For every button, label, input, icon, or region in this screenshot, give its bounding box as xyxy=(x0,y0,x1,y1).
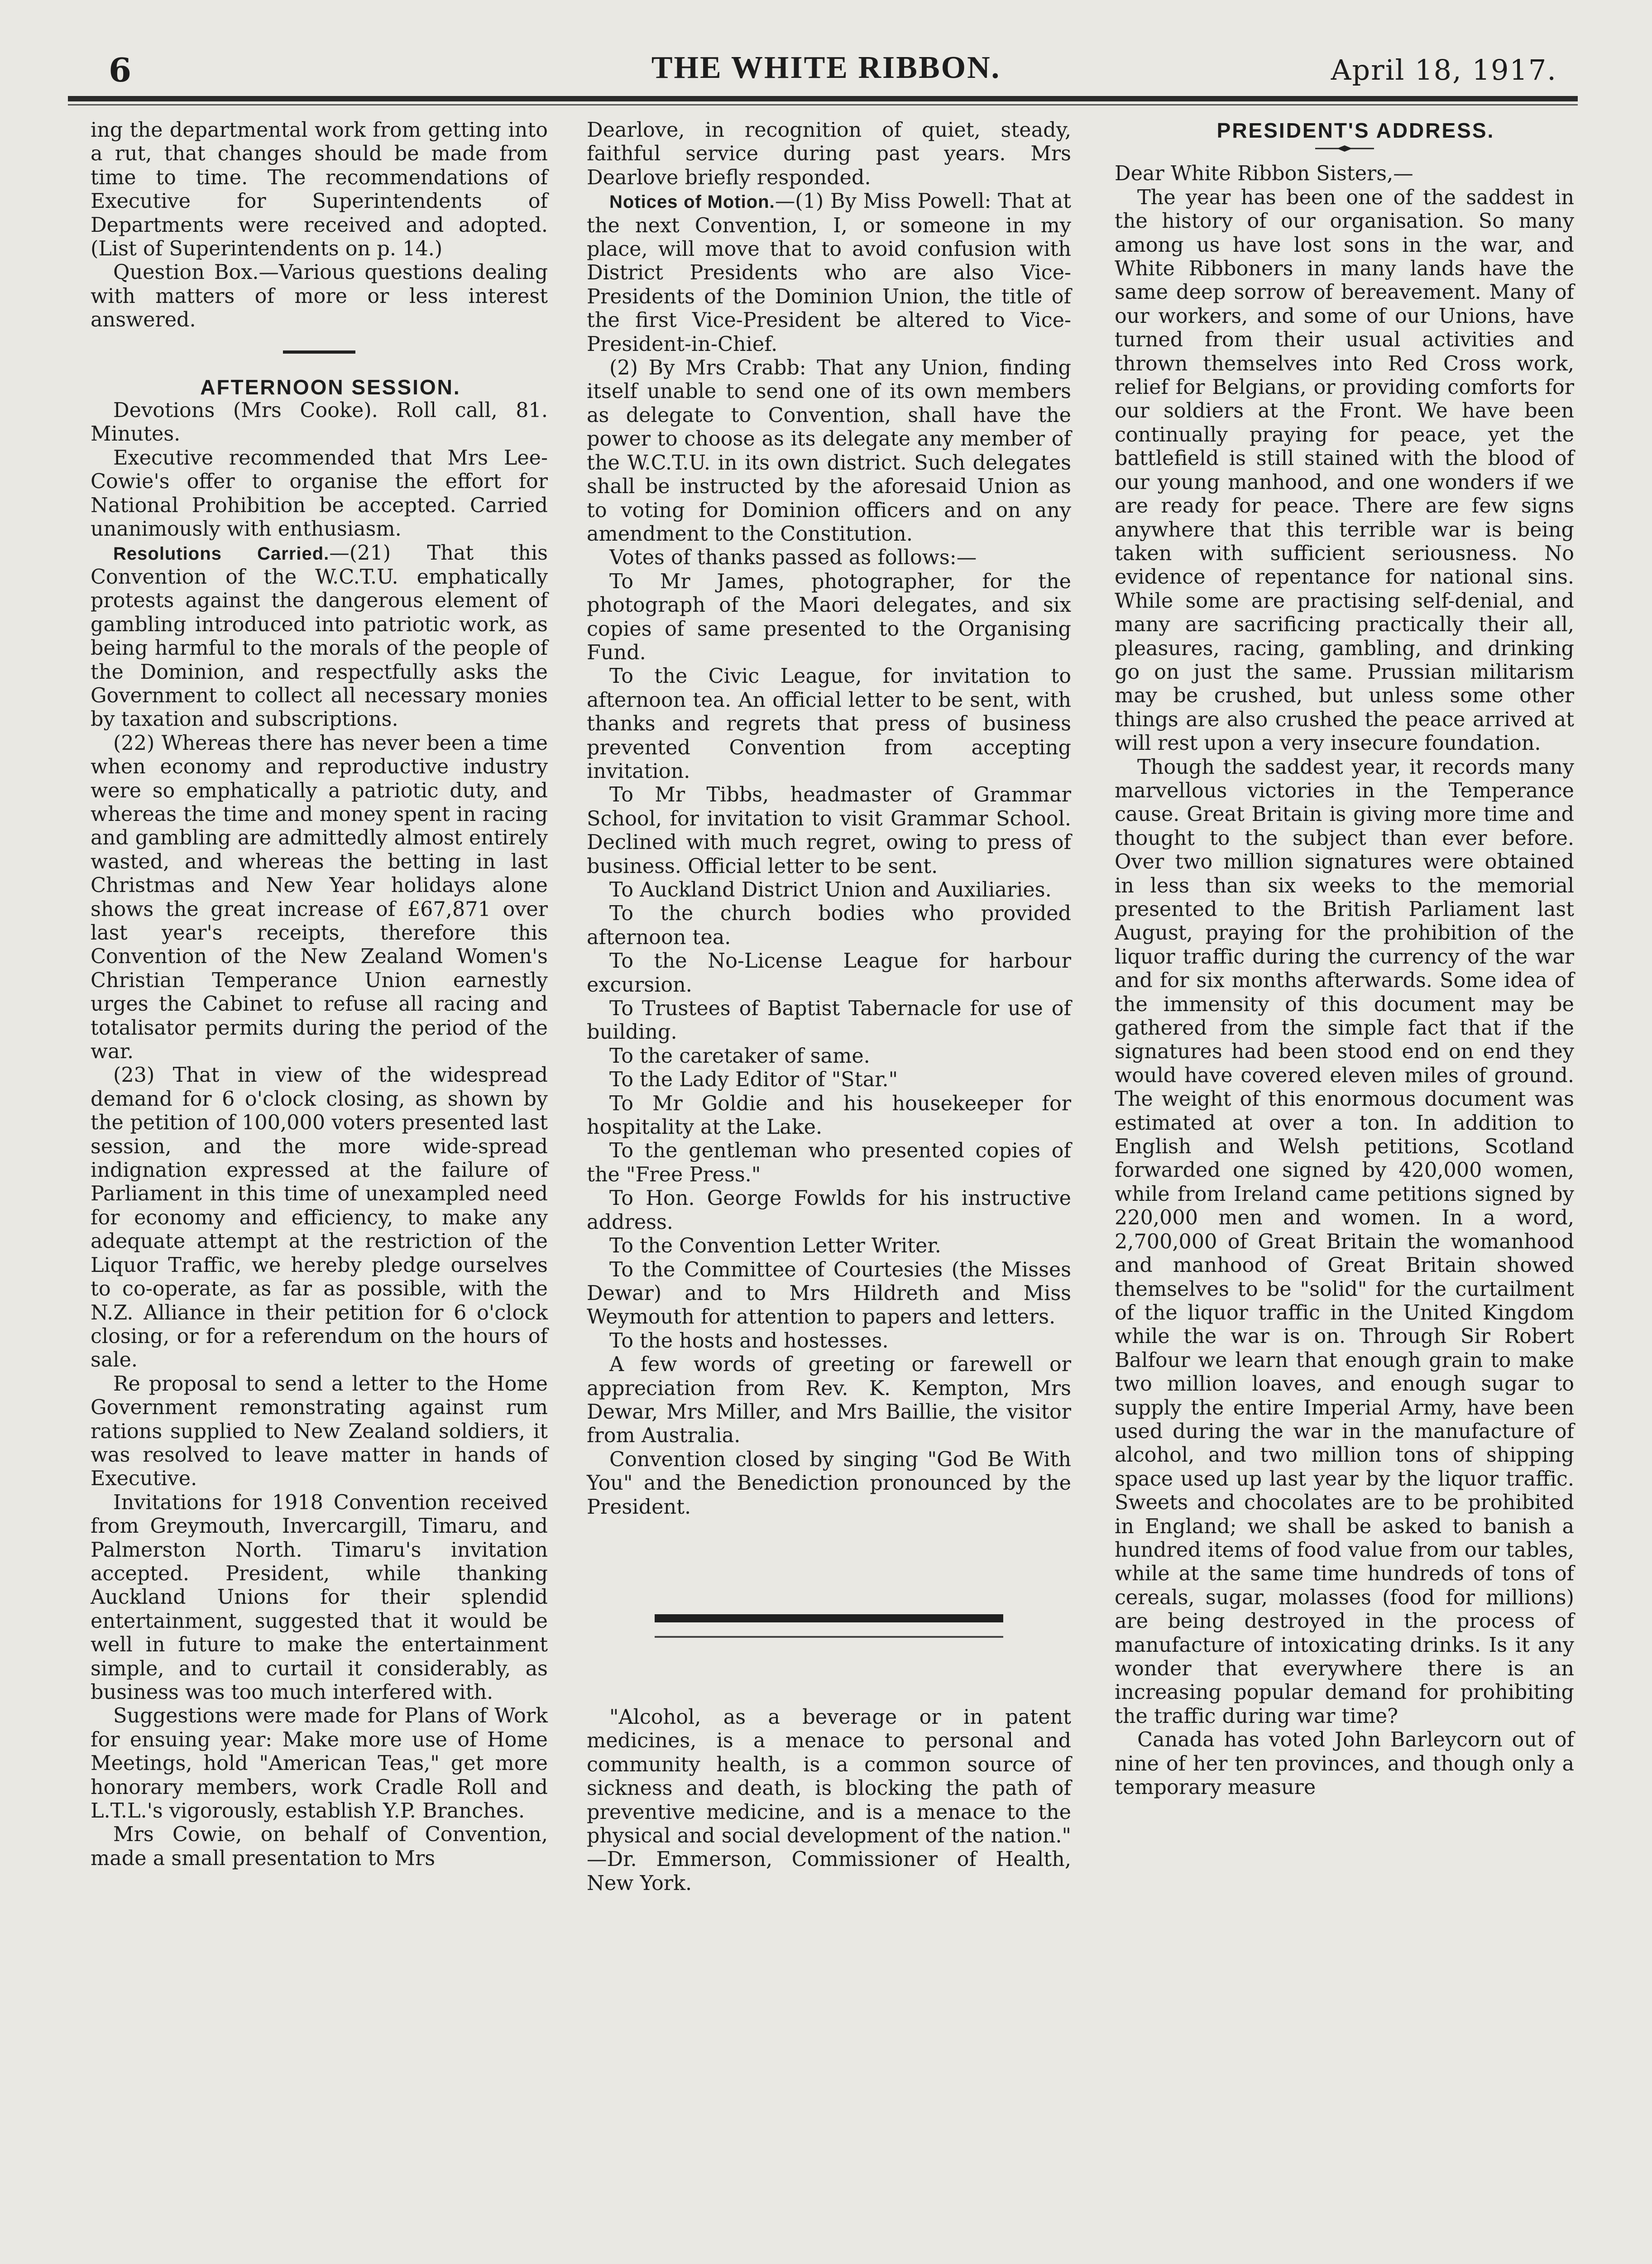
notice-1: —(1) By Miss Powell: That at the next Convention, I, or someone in my place, will move that to avoid confusion with District Presidents who are also Vice-Presidents of the Dominion Union, the title of the first Vice-President be altered to Vice-President-in-Chief. xyxy=(587,190,1071,356)
header-rule xyxy=(68,96,1578,101)
paragraph: To the Civic League, for invitation to afternoon tea. An official letter to be sent, with thanks and regrets that press of business prevented Convention from accepting invitation. xyxy=(587,665,1071,783)
paragraph: To Auckland District Union and Auxiliaries. xyxy=(609,878,1052,902)
paragraph: (22) Whereas there has never been a time when economy and reproductive industry were so emphatically a patriotic duty, and whereas the time and money spent in racing and gambling are admittedly almost entirely wasted, and whereas the betting in last Christmas and New Year holidays alone shows the great increase of £67,871 over last year's receipts, therefore this Convention of the New Zealand Women's Christian Temperance Union earnestly urges the Cabinet to refuse all racing and totalisator permits during the period of the war. xyxy=(91,731,548,1064)
resolution-21: —(21) That this Convention of the W.C.T.U. emphatically protests against the dangerous element of gambling introduced into patriotic work, as being harmful to the morals of the people of the Dominion, and respectfully asks the Government to collect all necessary monies by taxation and subscriptions. xyxy=(91,541,548,731)
paragraph xyxy=(587,190,1071,356)
header-rule-thin xyxy=(68,104,1578,106)
ornament-arrow-icon xyxy=(1315,145,1374,152)
paragraph: To the Convention Letter Writer. xyxy=(609,1234,941,1258)
resolutions-run-in: Resolutions Carried. xyxy=(113,543,330,564)
paragraph: Invitations for 1918 Convention received from Greymouth, Invercargill, Timaru, and Palmerston North. Timaru's invitation accepted. President, while thanking Auckland Unions for their splendid entertainment, suggested that it would be well in future to make the entertainment simple, and to curtail it considerably, as business was too much interfered with. xyxy=(91,1491,548,1704)
emmerson-quote: "Alcohol, as a beverage or in patent medicines, is a menace to personal and community health, is a common source of sickness and death, is blocking the path of preventive medicine, and is a menace to the physical and social development of the nation." —Dr. Emmerson, Commissioner of Health, New York. xyxy=(587,1705,1071,1895)
paragraph xyxy=(91,542,548,732)
paragraph: To the Lady Editor of "Star." xyxy=(609,1068,898,1092)
paragraph: To the gentleman who presented copies of the "Free Press." xyxy=(587,1139,1071,1186)
masthead-title: THE WHITE RIBBON. xyxy=(651,50,1001,85)
section-divider xyxy=(283,350,355,354)
paragraph: Executive recommended that Mrs Lee-Cowie's offer to organise the effort for National Prohibition be accepted. Carried unanimously with enthusiasm. xyxy=(91,446,548,541)
paragraph: Re proposal to send a letter to the Home Government remonstrating against rum rations supplied to New Zealand soldiers, it was resolved to leave matter in hands of Executive. xyxy=(91,1372,548,1491)
paragraph: To Trustees of Baptist Tabernacle for use of building. xyxy=(587,997,1071,1044)
paragraph: To the No-License League for harbour excursion. xyxy=(587,950,1071,997)
issue-date: April 18, 1917. xyxy=(1331,53,1557,86)
paragraph: ing the departmental work from getting into a rut, that changes should be made from time to time. The recommendations of Executive for Superintendents of Departments were received and adopted. (List of Superintendents on p. 14.) xyxy=(91,119,548,261)
paragraph: A few words of greeting or farewell or appreciation from Rev. K. Kempton, Mrs Dewar, Mrs Miller, and Mrs Baillie, the visitor from Australia. xyxy=(587,1353,1071,1448)
presidents-address-heading: PRESIDENT'S ADDRESS. xyxy=(1216,119,1495,142)
afternoon-session-heading: AFTERNOON SESSION. xyxy=(200,375,461,399)
paragraph: The year has been one of the saddest in the history of our organisation. So many among us have lost sons in the war, and White Ribboners in many lands have the same deep sorrow of bereavement. Many of our workers, and some of our Unions, have turned from their usual activities and thrown themselves into Red Cross work, relief for Belgians, or providing comforts for our soldiers at the Front. We have been continually praying for peace, yet the battlefield is still stained with the blood of our young manhood, and one wonders if we are ready for peace. There are few signs anywhere that this terrible war is being taken with sufficient seriousness. No evidence of repentance for national sins. While some are practising self-denial, and many are sacrificing practically their all, pleasures, racing, gambling, and drinking go on just the same. Prussian militarism may be crushed, but unless some other things are also crushed the peace arrived at will rest upon a very insecure foundation. xyxy=(1115,186,1574,755)
quotation-block xyxy=(587,1706,1071,1895)
column-3 xyxy=(1115,119,1574,1799)
paragraph: To Mr Goldie and his housekeeper for hospitality at the Lake. xyxy=(587,1092,1071,1139)
paragraph: Votes of thanks passed as follows:— xyxy=(609,546,977,570)
paragraph: Devotions (Mrs Cooke). Roll call, 81. Minutes. xyxy=(91,399,548,446)
paragraph: To Hon. George Fowlds for his instructive address. xyxy=(587,1187,1071,1234)
paragraph: (2) By Mrs Crabb: That any Union, finding itself unable to send one of its own members as delegate to Convention, shall have the power to choose as its delegate any member of the W.C.T.U. in its own district. Such delegates shall be instructed by the aforesaid Union as to voting for Dominion officers and on any amendment to the Constitution. xyxy=(587,356,1071,546)
salutation: Dear White Ribbon Sisters,— xyxy=(1115,162,1413,186)
paragraph: Question Box.—Various questions dealing with matters of more or less interest answered. xyxy=(91,261,548,332)
paragraph: To the church bodies who provided afternoon tea. xyxy=(587,902,1071,949)
paragraph: Suggestions were made for Plans of Work for ensuing year: Make more use of Home Meetings, hold "American Teas," get more honorary members, work Cradle Roll and L.T.L.'s vigorously, establish Y.P. Branches. xyxy=(91,1704,548,1823)
column-1 xyxy=(91,119,548,1871)
thin-rule xyxy=(655,1636,1003,1638)
paragraph: Canada has voted John Barleycorn out of nine of her ten provinces, and though only a temporary measure xyxy=(1115,1728,1574,1799)
paragraph: To the hosts and hostesses. xyxy=(609,1329,889,1353)
page-header xyxy=(0,0,1652,113)
column-2 xyxy=(587,119,1071,1895)
paragraph: Though the saddest year, it records many marvellous victories in the Temperance cause. Great Britain is giving more time and thought to the subject than ever before. Over two million signatures were obtained in less than six weeks to the memorial presented to the British Parliament last August, praying for the prohibition of the liquor traffic during the currency of the war and for six months afterwards. Some idea of the immensity of this document may be gathered from the simple fact that if the signatures had been stood end on end they would have covered eleven miles of ground. The weight of this enormous document was estimated at over a ton. In addition to English and Welsh petitions, Scotland forwarded one signed by 420,000 women, while from Ireland came petitions signed by 220,000 men and women. In a word, 2,700,000 of Great Britain the womanhood and manhood of Great Britain showed themselves to be "solid" for the curtailment of the liquor traffic in the United Kingdom while the war is on. Through Sir Robert Balfour we learn that enough grain to make two million loaves, and enough sugar to supply the entire Imperial Army, have been used during the war in the manufacture of alcohol, and two million tons of shipping space used up last year by the liquor traffic. Sweets and chocolates are to be prohibited in England; we shall be asked to banish a hundred items of food value from our tables, while at the same time hundreds of tons of cereals, sugar, molasses (food for millions) are being destroyed in the process of manufacture of intoxicating drinks. Is it any wonder that everywhere there is an increasing popular demand for prohibiting the traffic during war time? xyxy=(1115,755,1574,1728)
paragraph: Mrs Cowie, on behalf of Convention, made a small presentation to Mrs xyxy=(91,1823,548,1870)
paragraph: To the caretaker of same. xyxy=(609,1044,870,1068)
notices-run-in: Notices of Motion. xyxy=(609,192,775,212)
paragraph: Dearlove, in recognition of quiet, steady, faithful service during past years. Mrs Dearlove briefly responded. xyxy=(587,119,1071,189)
page-number: 6 xyxy=(109,51,132,89)
paragraph: Convention closed by singing "God Be With You" and the Benediction pronounced by the President. xyxy=(587,1448,1071,1519)
thick-rule xyxy=(655,1614,1003,1622)
paragraph: (23) That in view of the widespread demand for 6 o'clock closing, as shown by the petition of 100,000 voters presented last session, and the more wide-spread indignation expressed at the failure of Parliament in this time of unexampled need for economy and efficiency, to make any adequate attempt at the restriction of the Liquor Traffic, we hereby pledge ourselves to co-operate, as far as possible, with the N.Z. Alliance in their petition for 6 o'clock closing, or for a referendum on the hours of sale. xyxy=(91,1064,548,1372)
paragraph: To Mr James, photographer, for the photograph of the Maori delegates, and six copies of same presented to the Organising Fund. xyxy=(587,570,1071,664)
paragraph: To the Committee of Courtesies (the Misses Dewar) and to Mrs Hildreth and Miss Weymouth for attention to papers and letters. xyxy=(587,1258,1071,1329)
paragraph: To Mr Tibbs, headmaster of Grammar School, for invitation to visit Grammar School. Declined with much regret, owing to press of business. Official letter to be sent. xyxy=(587,783,1071,878)
